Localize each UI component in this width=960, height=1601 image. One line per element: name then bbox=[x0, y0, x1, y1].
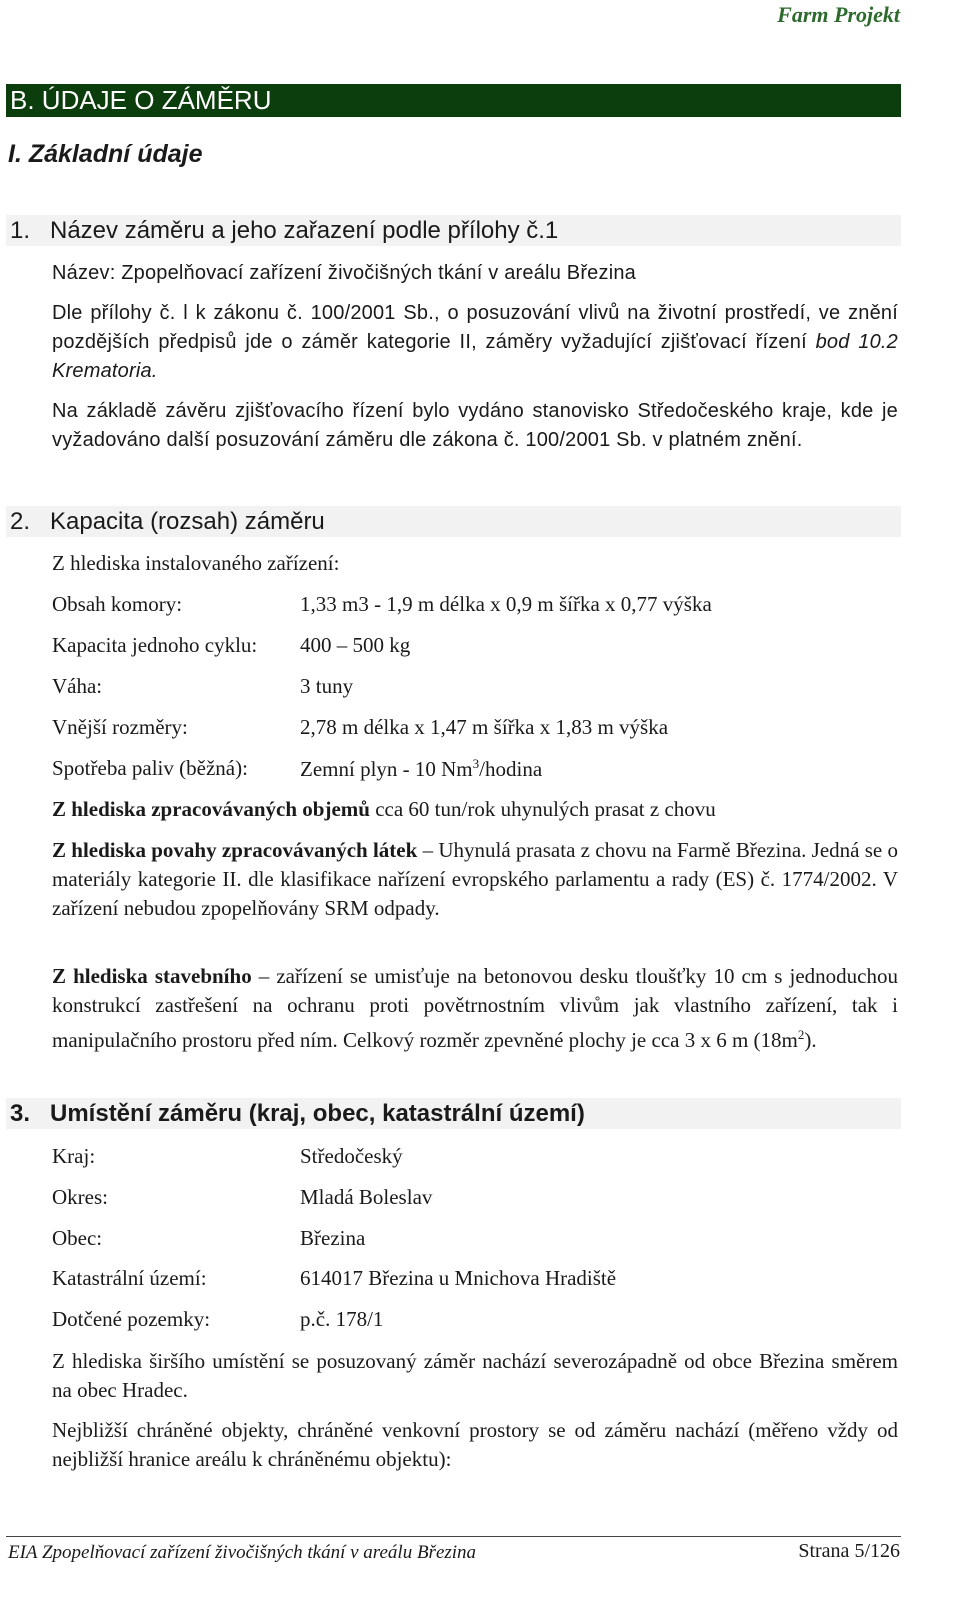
region-value: Středočeský bbox=[300, 1144, 403, 1168]
chamber-value: 1,33 m3 - 1,9 m délka x 0,9 m šířka x 0,77 výška bbox=[300, 592, 712, 616]
outer-dimensions-value: 2,78 m délka x 1,47 m šířka x 1,83 m výška bbox=[300, 715, 669, 739]
fuel-value-sup: 3 bbox=[472, 756, 480, 771]
classification-category: bod 10.2 Krematoria. bbox=[52, 331, 899, 382]
footer-page-number: Strana 5/126 bbox=[798, 1540, 900, 1562]
fuel-value bbox=[300, 756, 542, 782]
footer-document-title: EIA Zpopelňovací zařízení živočišných tkání v areálu Březina bbox=[8, 1542, 477, 1563]
fuel-label: Spotřeba paliv (běžná): bbox=[52, 756, 248, 780]
volume-line bbox=[52, 797, 716, 822]
section-3-title: Umístění záměru (kraj, obec, katastrální území) bbox=[50, 1100, 585, 1127]
assessment-paragraph: Na základě závěru zjišťovacího řízení bylo vydáno stanovisko Středočeského kraje, kde je vyžadováno další posuzování záměru dle zákona č. 100/2001 Sb. v platném znění. bbox=[52, 400, 898, 451]
classification-text: Dle přílohy č. l k zákonu č. 100/2001 Sb., o posuzování vlivů na životní prostředí, ve znění pozdějších předpisů jde o záměr kategorie II, záměry vyžadující zjišťovací řízení bbox=[52, 302, 898, 353]
outer-dimensions-label: Vnější rozměry: bbox=[52, 715, 188, 739]
construction-label: Z hlediska stavebního bbox=[52, 964, 252, 988]
project-name-line: Název: Zpopelňovací zařízení živočišných tkání v areálu Březina bbox=[52, 262, 636, 284]
protected-objects-paragraph: Nejbližší chráněné objekty, chráněné venkovní prostory se od záměru nachází (měřeno vždy od nejbližší hranice areálu k chráněnému objektu): bbox=[52, 1418, 898, 1471]
footer-rule bbox=[6, 1536, 901, 1537]
section-2-number: 2. bbox=[10, 508, 31, 535]
nature-paragraph bbox=[52, 836, 898, 923]
header-brand: Farm Projekt bbox=[777, 2, 900, 27]
weight-label: Váha: bbox=[52, 674, 103, 698]
section-banner: B. ÚDAJE O ZÁMĚRU bbox=[6, 84, 901, 117]
municipality-value: Březina bbox=[300, 1226, 366, 1250]
district-label: Okres: bbox=[52, 1185, 108, 1209]
location-paragraph: Z hlediska širšího umístění se posuzovaný záměr nachází severozápadně od obce Březina směrem na obec Hradec. bbox=[52, 1349, 898, 1402]
municipality-label: Obec: bbox=[52, 1226, 103, 1250]
cycle-capacity-value: 400 – 500 kg bbox=[300, 633, 411, 657]
section-1-heading bbox=[6, 215, 901, 246]
section-1-number: 1. bbox=[10, 217, 31, 244]
install-heading: Z hlediska instalovaného zařízení: bbox=[52, 551, 340, 575]
fuel-value-unit: /hodina bbox=[479, 757, 543, 781]
section-3-number: 3. bbox=[10, 1100, 31, 1127]
construction-sup: 2 bbox=[797, 1027, 805, 1042]
cadastre-value: 614017 Březina u Mnichova Hradiště bbox=[300, 1266, 617, 1290]
section-2-title: Kapacita (rozsah) záměru bbox=[50, 508, 325, 535]
subsection-title: I. Základní údaje bbox=[8, 140, 203, 168]
cycle-capacity-label: Kapacita jednoho cyklu: bbox=[52, 633, 258, 657]
volume-label: Z hlediska zpracovávaných objemů bbox=[52, 797, 370, 821]
section-1-title: Název záměru a jeho zařazení podle přílohy č.1 bbox=[50, 217, 559, 244]
nature-label: Z hlediska povahy zpracovávaných látek bbox=[52, 838, 418, 862]
plots-label: Dotčené pozemky: bbox=[52, 1307, 211, 1331]
region-label: Kraj: bbox=[52, 1144, 96, 1168]
district-value: Mladá Boleslav bbox=[300, 1185, 433, 1209]
nature-text: – Uhynulá prasata z chovu na Farmě Březina. Jedná se o materiály kategorie II. dle klasifikace nařízení evropského parlamentu a rady (ES) č. 1774/2002. V zařízení nebudou zpopelňovány SRM odpady. bbox=[52, 838, 899, 920]
chamber-label: Obsah komory: bbox=[52, 592, 183, 616]
cadastre-label: Katastrální území: bbox=[52, 1266, 207, 1290]
fuel-value-main: Zemní plyn - 10 Nm bbox=[300, 757, 473, 781]
weight-value: 3 tuny bbox=[300, 674, 354, 698]
section-2-heading bbox=[6, 506, 901, 537]
construction-end: ). bbox=[804, 1028, 817, 1052]
construction-text: – zařízení se umisťuje na betonovou desku tloušťky 10 cm s jednoduchou konstrukcí zastřešení na ochranu proti povětrnostním vlivům jak vlastního zařízení, tak i manipulačního prostoru před ním. Celkový rozměr zpevněné plochy je cca 3 x 6 m (18m bbox=[52, 964, 898, 1052]
classification-paragraph bbox=[52, 299, 898, 386]
volume-text: cca 60 tun/rok uhynulých prasat z chovu bbox=[369, 797, 716, 821]
section-3-heading bbox=[6, 1098, 901, 1129]
construction-paragraph bbox=[52, 962, 898, 1055]
plots-value: p.č. 178/1 bbox=[300, 1307, 384, 1331]
